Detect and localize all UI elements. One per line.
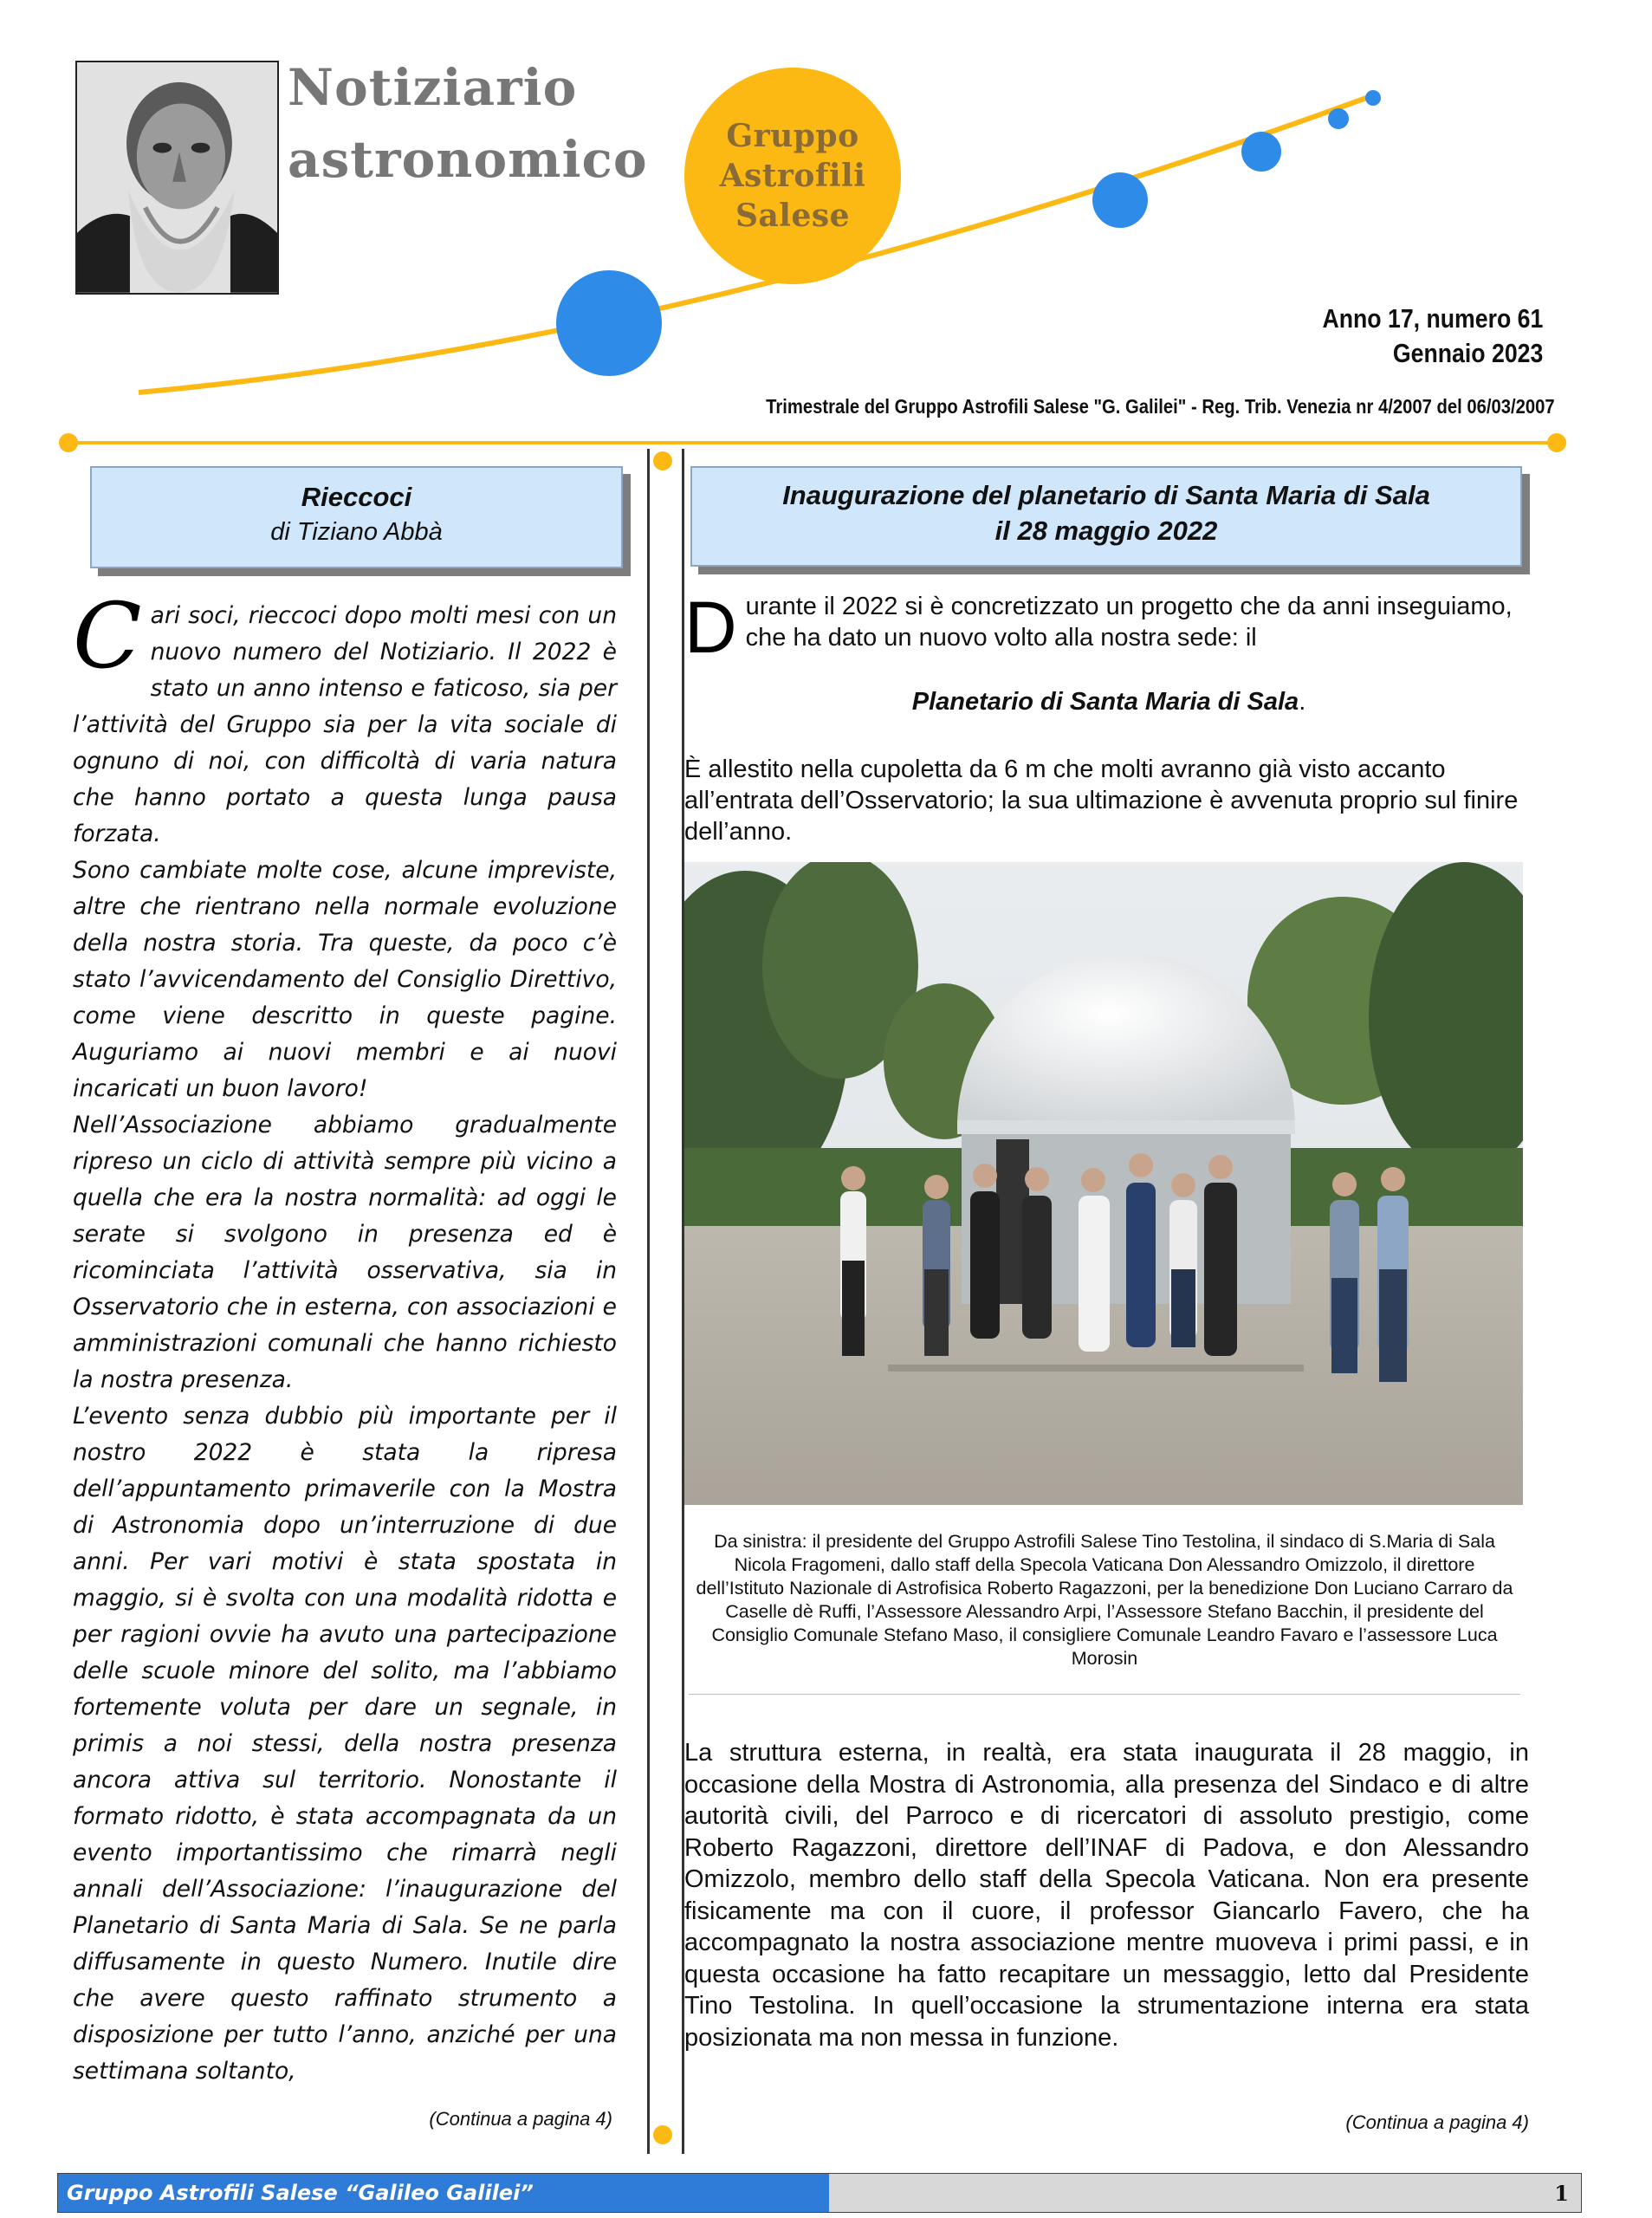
badge-line: Salese bbox=[735, 198, 851, 235]
planet-tiny bbox=[1328, 108, 1349, 129]
left-article-body bbox=[73, 583, 617, 2090]
photo-caption: Da sinistra: il presidente del Gruppo Astrofili Salese Tino Testolina, il sindaco di S.Maria di Sala Nicola Fragomeni, dallo staff della Specola Vaticana Don Alessandro Omizzolo, il direttore dell’Istituto Nazionale di Astrofisica Roberto Ragazzoni, per la benedizione Don Luciano Carraro da Caselle dè Ruffi, l’Assessore Alessandro Arpi, l’Assessore Stefano Bacchin, il presidente del Consiglio Comunale Stefano Maso, il consigliere Comunale Leandro Favaro e l’assessore Luca Morosin bbox=[696, 1531, 1513, 1669]
badge-line: Gruppo bbox=[726, 117, 859, 154]
right-intro bbox=[684, 587, 1529, 668]
registration-line: Trimestrale del Gruppo Astrofili Salese "G. Galilei" - Reg. Trib. Venezia nr 4/2007 del 06/03/2007 bbox=[766, 395, 1555, 418]
planet-small bbox=[1241, 132, 1281, 172]
page-footer bbox=[57, 2173, 1582, 2213]
newsletter-title-line1: Notiziario bbox=[288, 58, 578, 117]
inauguration-photo bbox=[684, 862, 1523, 1505]
right-paragraph-2: È allestito nella cupoletta da 6 m che molti avranno già visto accanto all’entrata dell’Osservatorio; la sua ultimazione è avvenuta proprio sul finire dell’anno. bbox=[684, 756, 1519, 846]
right-paragraph-3: La struttura esterna, in realtà, era stata inaugurata il 28 maggio, in occasione della Mostra di Astronomia, alla presenza del Sindaco e di altre autorità civili, del Parroco e di ricercatori di assoluto prestigio, come Roberto Ragazzoni, direttore dell’INAF di Padova, e don Alessandro Omizzolo, membro dello staff della Specola Vaticana. Non era presente fisicamente ma con il cuore, il professor Giancarlo Favero, che ha accompagnato la nostra associazione mentre muoveva i primi passi, e in questa occasione ha fatto recapitare un messaggio, letto dal Presidente Tino Testolina. In quell’occasione la strumentazione interna era stata posizionata ma non messa in funzione. bbox=[684, 1739, 1529, 2052]
left-paragraph-3: Nell’Associazione abbiamo gradualmente ripreso un ciclo di attività sempre più vicino a quella che era la nostra normalità: ad oggi le serate si svolgono in presenza ed è ricominciata l’attività osservativa, sia in Osservatorio che in esterna, con associazioni e amministrazioni comunali che hanno richiesto la nostra presenza. bbox=[73, 1112, 617, 1393]
group-badge bbox=[684, 68, 901, 284]
left-article-title: Rieccoci bbox=[301, 482, 412, 512]
right-article-header bbox=[690, 466, 1522, 567]
rail-dot-middle-bottom bbox=[653, 2125, 672, 2144]
planet-dot bbox=[1365, 90, 1381, 106]
left-paragraph-4: L’evento senza dubbio più importante per il nostro 2022 è stata la ripresa dell’appuntamento primaverile con la Mostra di Astronomia dopo un’interruzione di due anni. Per vari motivi è stata spostata in maggio, si è svolta con una modalità ridotta e per ragioni ovvie ha avuto una partecipazione delle scuole minore del solito, ma l’abbiamo fortemente voluta per dare un segnale, in primis a noi stessi, della nostra presenza ancora attiva sul territorio. Nonostante il formato ridotto, è stata accompagnata da un evento importantissimo che rimarrà negli annali dell’Associazione: l’inaugurazione del Planetario di Santa Maria di Sala. Se ne parla diffusamente in questo Numero. Inutile dire che avere questo raffinato strumento a disposizione per tutto l’anno, anziché per una settimana soltanto, bbox=[73, 1403, 617, 2085]
caption-divider bbox=[689, 1694, 1520, 1695]
rail-dot-middle bbox=[653, 451, 672, 470]
dropcap: D bbox=[684, 587, 737, 668]
left-article-author: di Tiziano Abbà bbox=[270, 517, 443, 546]
footer-org: Gruppo Astrofili Salese “Galileo Galilei” bbox=[58, 2174, 829, 2212]
issue-number: Anno 17, numero 61 bbox=[1322, 303, 1543, 334]
continue-link-right[interactable]: (Continua a pagina 4) bbox=[1345, 2111, 1529, 2133]
badge-line: Astrofili bbox=[719, 157, 866, 194]
paragraph-text: ari soci, rieccoci dopo molti mesi con un nuovo numero del Notiziario. Il 2022 è stato un anno intenso e faticoso, sia per l’attività del Gruppo sia per la vita sociale di ognuno di noi, con difficoltà di varia natura che hanno portato a questa lunga pausa forzata. bbox=[73, 602, 617, 847]
left-article-header bbox=[90, 466, 623, 568]
dropcap: C bbox=[73, 583, 142, 689]
planetarium-name: Planetario di Santa Maria di Sala. bbox=[911, 688, 1306, 716]
issue-info bbox=[1322, 302, 1543, 372]
planet-large bbox=[556, 270, 662, 376]
issue-date: Gennaio 2023 bbox=[1392, 338, 1543, 369]
planetarium-name-text: Planetario di Santa Maria di Sala bbox=[911, 688, 1299, 716]
newsletter-title-line2: astronomico bbox=[288, 130, 648, 189]
continue-link-left[interactable]: (Continua a pagina 4) bbox=[429, 2108, 612, 2130]
left-paragraph-2: Sono cambiate molte cose, alcune impreviste, altre che rientrano nella normale evoluzione della nostra storia. Tra queste, da poco c’è stato l’avvicendamento del Consiglio Direttivo, come viene descritto in queste pagine. Auguriamo ai nuovi membri e ai nuovi incaricati un buon lavoro! bbox=[73, 857, 617, 1102]
right-article-title: Inaugurazione del planetario di Santa Maria di Sala bbox=[782, 480, 1430, 510]
page-number: 1 bbox=[829, 2174, 1581, 2212]
planet-medium bbox=[1092, 172, 1148, 228]
right-article-date: il 28 maggio 2022 bbox=[994, 515, 1218, 546]
intro-text: urante il 2022 si è concretizzato un progetto che da anni inseguiamo, che ha dato un nuovo volto alla nostra sede: il bbox=[745, 593, 1513, 652]
galileo-portrait bbox=[75, 61, 279, 295]
left-paragraph-1 bbox=[73, 583, 617, 853]
